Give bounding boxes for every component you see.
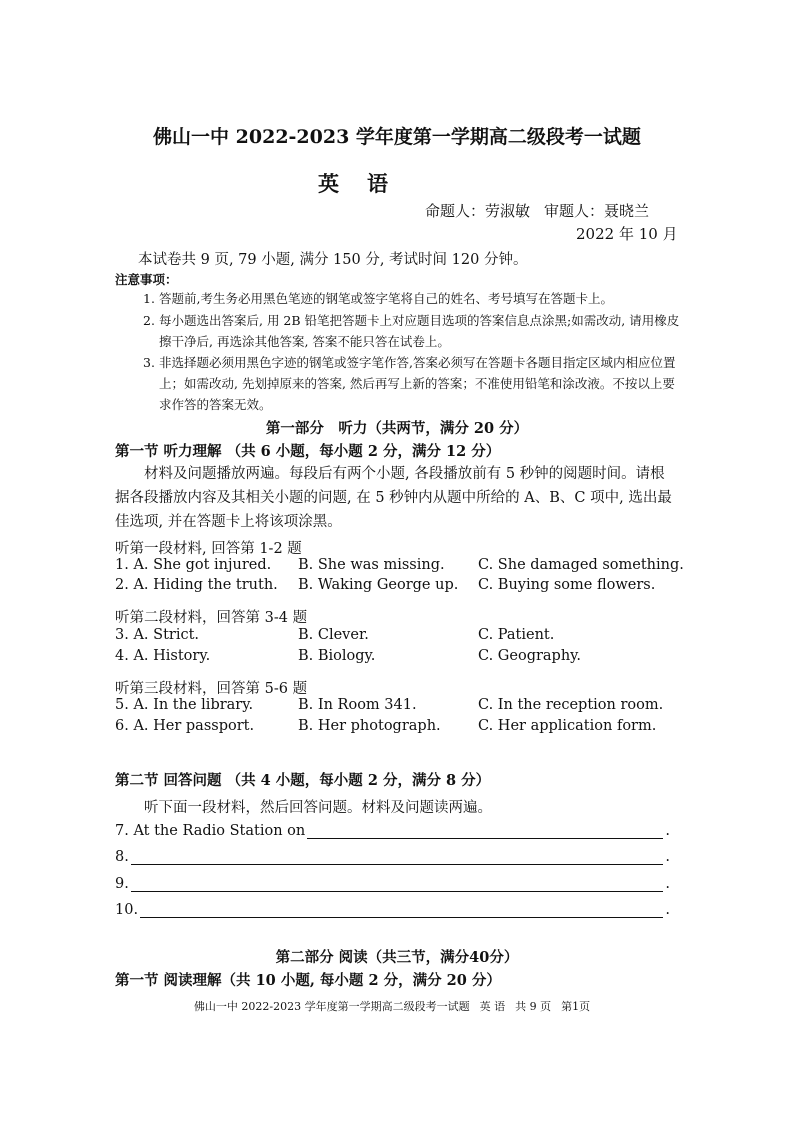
option-c: C. Patient. bbox=[478, 627, 555, 643]
answer-end: . bbox=[665, 849, 670, 865]
group-label: 听第一段材料, 回答第 1-2 题 bbox=[115, 541, 302, 557]
answer-blank[interactable] bbox=[115, 822, 670, 839]
exam-title: 佛山一中 2022-2023 学年度第一学期高二级段考一试题 bbox=[153, 126, 641, 148]
part1-heading: 第一部分 听力（共两节，满分 20 分） bbox=[265, 420, 529, 437]
notice-item-number: 2. bbox=[143, 313, 155, 328]
answer-prefix: 7. At the Radio Station on bbox=[115, 823, 306, 839]
group-label: 听第三段材料，回答第 5-6 题 bbox=[115, 681, 308, 697]
option-a: 5. A. In the library. bbox=[115, 697, 254, 713]
option-a: 4. A. History. bbox=[115, 648, 211, 664]
answer-blank[interactable] bbox=[115, 848, 670, 865]
footer-total-pages: 共 9 页 bbox=[515, 1000, 552, 1013]
option-c: C. In the reception room. bbox=[478, 697, 664, 713]
notice-heading: 注意事项： bbox=[115, 272, 178, 287]
answer-blank[interactable] bbox=[115, 901, 670, 918]
option-a: 6. A. Her passport. bbox=[115, 718, 255, 734]
answer-prefix: 8. bbox=[115, 849, 129, 865]
option-b: B. Her photograph. bbox=[298, 718, 441, 734]
exam-authors bbox=[425, 200, 663, 221]
exam-date: 2022 年 10 月 bbox=[576, 225, 678, 243]
exam-subject: 英语 bbox=[318, 171, 416, 196]
notice-item-number: 3. bbox=[143, 355, 155, 370]
option-c: C. She damaged something. bbox=[478, 557, 684, 573]
section1-heading: 第一节 听力理解 （共 6 小题，每小题 2 分，满分 12 分） bbox=[115, 443, 501, 460]
option-a: 1. A. She got injured. bbox=[115, 557, 272, 573]
notice-item-number: 1. bbox=[143, 291, 155, 306]
answer-line[interactable] bbox=[140, 901, 663, 918]
option-b: B. Waking George up. bbox=[298, 577, 459, 593]
answer-blank[interactable] bbox=[115, 875, 670, 892]
answer-line[interactable] bbox=[307, 822, 663, 839]
option-c: C. Her application form. bbox=[478, 718, 657, 734]
notice-item bbox=[143, 310, 683, 352]
page-footer bbox=[0, 998, 794, 1014]
reviewer: 审题人：聂晓兰 bbox=[544, 202, 650, 220]
author: 命题人：劳淑敏 bbox=[425, 202, 531, 220]
footer-page-number: 第1页 bbox=[561, 1000, 591, 1013]
footer-title: 佛山一中 2022-2023 学年度第一学期高二级段考一试题 bbox=[193, 1000, 470, 1013]
answer-end: . bbox=[665, 876, 670, 892]
option-b: B. She was missing. bbox=[298, 557, 445, 573]
option-c: C. Geography. bbox=[478, 648, 582, 664]
part2-section1-heading: 第一节 阅读理解（共 10 小题, 每小题 2 分，满分 20 分） bbox=[115, 972, 501, 989]
answer-line[interactable] bbox=[131, 875, 664, 892]
option-a: 3. A. Strict. bbox=[115, 627, 200, 643]
answer-line[interactable] bbox=[131, 848, 664, 865]
answer-prefix: 9. bbox=[115, 876, 129, 892]
footer-subject: 英 语 bbox=[479, 1000, 506, 1013]
exam-intro: 本试卷共 9 页, 79 小题, 满分 150 分, 考试时间 120 分钟。 bbox=[138, 252, 528, 268]
answer-prefix: 10. bbox=[115, 902, 139, 918]
notice-item-text: 非选择题必须用黑色字迹的钢笔或签字笔作答,答案必须写在答题卡各题目指定区域内相应位置上；如需改动, 先划掉原来的答案, 然后再写上新的答案；不准使用铅笔和涂改液。不按以上要求作答的答案无效。 bbox=[159, 355, 676, 412]
option-b: B. Biology. bbox=[298, 648, 376, 664]
group-label: 听第二段材料，回答第 3-4 题 bbox=[115, 610, 308, 626]
section2-heading: 第二节 回答问题 （共 4 小题，每小题 2 分，满分 8 分） bbox=[115, 772, 491, 789]
notice-item bbox=[143, 352, 683, 415]
option-a: 2. A. Hiding the truth. bbox=[115, 577, 278, 593]
answer-end: . bbox=[665, 823, 670, 839]
notice-item bbox=[143, 288, 683, 309]
option-c: C. Buying some flowers. bbox=[478, 577, 656, 593]
part2-heading: 第二部分 阅读（共三节，满分40分） bbox=[275, 949, 519, 966]
notice-item-text: 答题前,考生务必用黑色笔迹的钢笔或签字笔将自己的姓名、考号填写在答题卡上。 bbox=[159, 291, 613, 306]
answer-end: . bbox=[665, 902, 670, 918]
option-b: B. In Room 341. bbox=[298, 697, 417, 713]
section2-instructions: 听下面一段材料，然后回答问题。材料及问题读两遍。 bbox=[144, 800, 492, 816]
section1-instructions: 材料及问题播放两遍。每段后有两个小题, 各段播放前有 5 秒钟的阅题时间。请根据各段播放内容及其相关小题的问题, 在 5 秒钟内从题中所给的 A、B、C 项中, 选出最佳选项, 并在答题卡上将该项涂黑。 bbox=[115, 466, 672, 530]
notice-item-text: 每小题选出答案后, 用 2B 铅笔把答题卡上对应题目选项的答案信息点涂黑;如需改动, 请用橡皮擦干净后, 再选涂其他答案, 答案不能只答在试卷上。 bbox=[159, 313, 680, 349]
option-b: B. Clever. bbox=[298, 627, 369, 643]
